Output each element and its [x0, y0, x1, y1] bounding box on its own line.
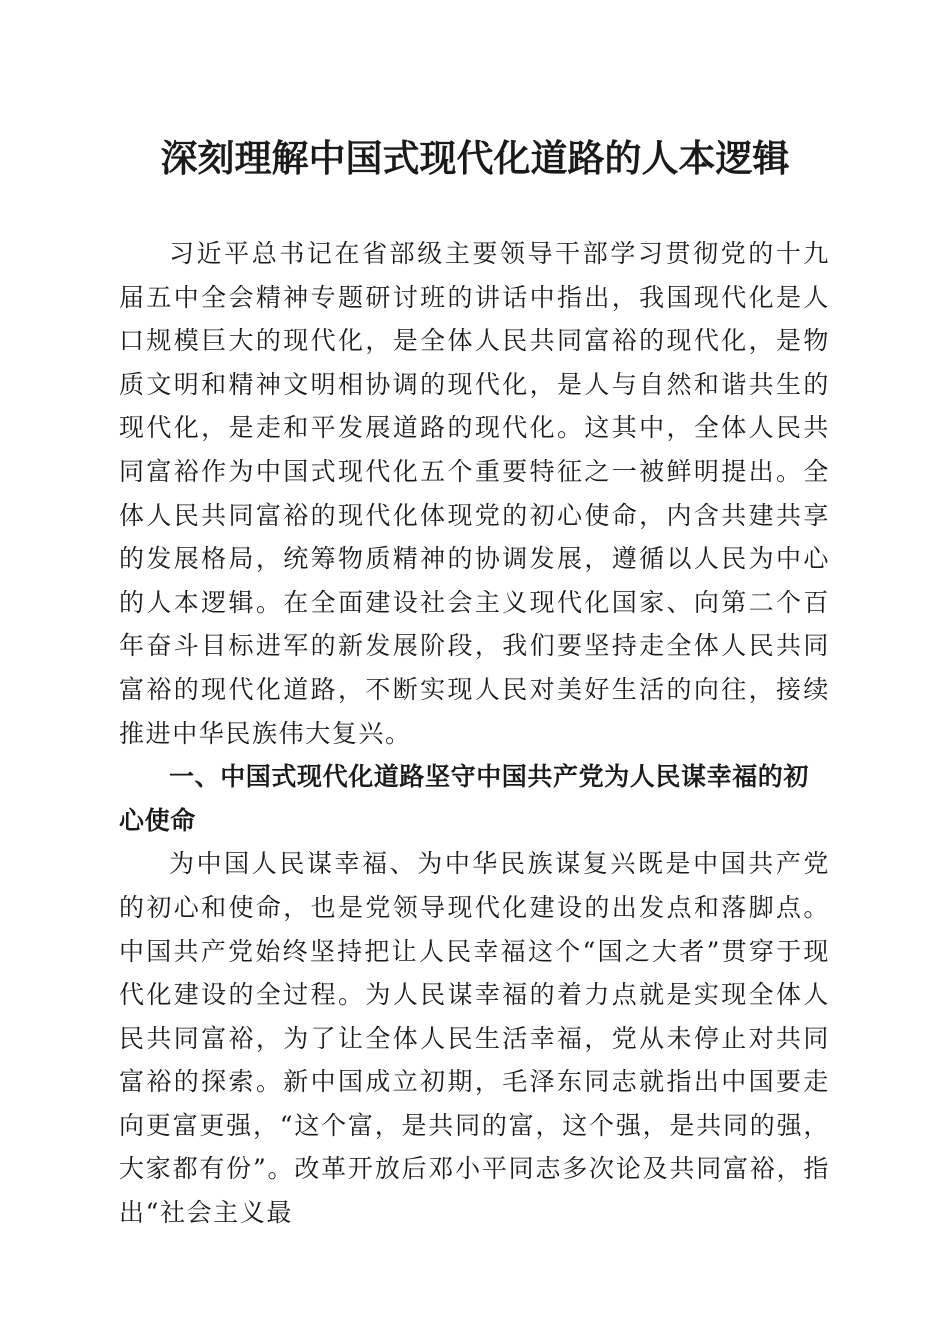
document-body	[119, 232, 830, 1235]
section-heading: 一、中国式现代化道路坚守中国共产党为人民谋幸福的初心使命	[119, 762, 810, 835]
document-title: 深刻理解中国式现代化道路的人本逻辑	[160, 136, 790, 180]
section-paragraph: 为中国人民谋幸福、为中华民族谋复兴既是中国共产党的初心和使命，也是党领导现代化建设的出发点和落脚点。中国共产党始终坚持把让人民幸福这个“国之大者”贯穿于现代化建设的全过程。为人民谋幸福的着力点就是实现全体人民共同富裕，为了让全体人民生活幸福，党从未停止对共同富裕的探索。新中国成立初期，毛泽东同志就指出中国要走向更富更强，“这个富，是共同的富，这个强，是共同的强，大家都有份”。改革开放后邓小平同志多次论及共同富裕，指出“社会主义最	[119, 849, 830, 1228]
intro-paragraph: 习近平总书记在省部级主要领导干部学习贯彻党的十九届五中全会精神专题研讨班的讲话中指出，我国现代化是人口规模巨大的现代化，是全体人民共同富裕的现代化，是物质文明和精神文明相协调的现代化，是人与自然和谐共生的现代化，是走和平发展道路的现代化。这其中，全体人民共同富裕作为中国式现代化五个重要特征之一被鲜明提出。全体人民共同富裕的现代化体现党的初心使命，内含共建共享的发展格局，统筹物质精神的协调发展，遵循以人民为中心的人本逻辑。在全面建设社会主义现代化国家、向第二个百年奋斗目标进军的新发展阶段，我们要坚持走全体人民共同富裕的现代化道路，不断实现人民对美好生活的向往，接续推进中华民族伟大复兴。	[119, 239, 830, 748]
